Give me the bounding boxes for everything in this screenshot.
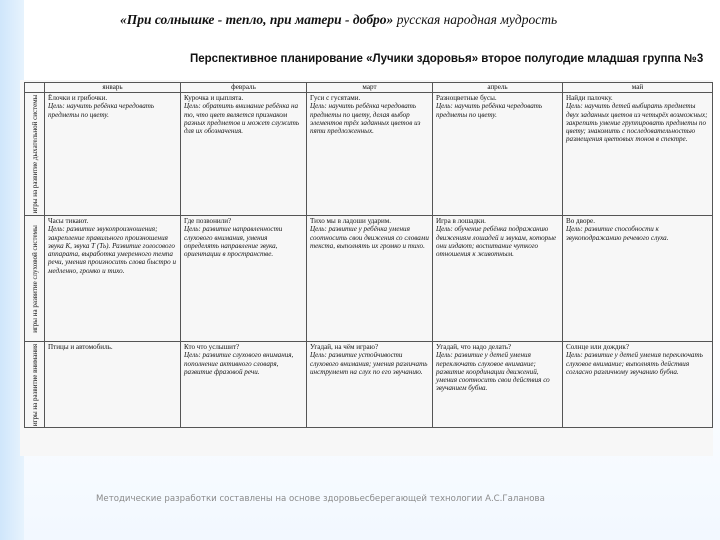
row-category-label: игры на развитие внимания [25, 342, 45, 428]
table-cell [563, 93, 713, 216]
game-goal: Цель: обратить внимание ребёнка на то, что цвет является признаком разных предметов и может служить для их обозначения. [184, 102, 300, 136]
table-cell [307, 342, 433, 428]
game-title: Гуси с гусятами. [310, 94, 361, 102]
game-title: Игра в лошадки. [436, 217, 486, 225]
game-title: Птицы и автомобиль. [48, 343, 113, 351]
epigraph-quote: «При солнышке - тепло, при матери - добро» [120, 12, 394, 27]
month-header: январь [45, 83, 181, 93]
game-title: Угадай, на чём играю? [310, 343, 379, 351]
game-title: Солнце или дождик? [566, 343, 630, 351]
table-cell [45, 342, 181, 428]
game-title: Найди палочку. [566, 94, 613, 102]
corner-cell [25, 83, 45, 93]
table-cell [181, 93, 307, 216]
game-goal: Цель: развитие способности к звукоподражанию речевого слуха. [566, 225, 669, 242]
table-cell [45, 216, 181, 342]
game-title: Во дворе. [566, 217, 595, 225]
table-cell [45, 93, 181, 216]
game-goal: Цель: развитие у ребёнка умения соотносить свои движения со словами текста, выполнять их громко и тихо. [310, 225, 429, 250]
month-header: март [307, 83, 433, 93]
month-header: апрель [433, 83, 563, 93]
table-row [25, 93, 713, 216]
game-goal: Цель: научить ребёнка чередовать предметы по цвету, делая выбор элементов трёх заданных цветов из пяти предложенных. [310, 102, 421, 136]
game-title: Тихо мы в ладоши ударим. [310, 217, 392, 225]
game-goal: Цель: развитие у детей умения переключать слуховое внимание; развитие координации движений, умения соотносить свои действия со звучанием бубна. [436, 351, 550, 393]
game-goal: Цель: развитие у детей умения переключать слуховое внимание; выполнять действия согласно различному звучанию бубна. [566, 351, 703, 376]
game-title: Кто что услышит? [184, 343, 240, 351]
table-cell [433, 216, 563, 342]
table-row [25, 342, 713, 428]
month-header: май [563, 83, 713, 93]
table-cell [307, 216, 433, 342]
planning-table [24, 82, 713, 428]
game-title: Курочка и цыплята. [184, 94, 244, 102]
footer-note: Методические разработки составлены на основе здоровьесберегающей технологии А.С.Галанова [96, 494, 545, 504]
page-title: Перспективное планирование «Лучики здоровья» второе полугодие младшая группа №3 [190, 53, 704, 65]
table-row [25, 216, 713, 342]
table-header-row [25, 83, 713, 93]
game-title: Где позвонили? [184, 217, 232, 225]
game-goal: Цель: обучение ребёнка подражанию движениям лошадей и звукам, которые они издают; воспитание чуткого отношения к животным. [436, 225, 557, 259]
epigraph [120, 12, 640, 28]
game-goal: Цель: научить ребёнка чередовать предметы по цвету. [436, 102, 543, 119]
game-goal: Цель: научить ребёнка чередовать предметы по цвету. [48, 102, 155, 119]
row-category-label: игры на развитие дыхательной системы [25, 93, 45, 216]
game-goal: Цель: научить детей выбирать предметы двух заданных цветов из четырёх возможных; закрепить умение группировать предметы по цвету; знакомить с последовательностью размещения цветовых тонов в спектре. [566, 102, 708, 144]
game-title: Угадай, что надо делать? [436, 343, 512, 351]
game-goal: Цель: развитие звукопроизношения; закрепление правильного произношения звука К, звука Т (Ть). Развитие голосового аппарата, выработка умеренного темпа речи, умения произносить слова быстро и медленно, громко и тихо. [48, 225, 176, 275]
game-goal: Цель: развитие устойчивости слухового внимания; умения различать инструмент на слух по его звучанию. [310, 351, 428, 376]
game-title: Разноцветные бусы. [436, 94, 497, 102]
row-category-label: игры на развитие слуховой системы [25, 216, 45, 342]
table-cell [563, 342, 713, 428]
table-cell [563, 216, 713, 342]
epigraph-source: русская народная мудрость [396, 12, 558, 27]
table-cell [433, 93, 563, 216]
game-goal: Цель: развитие направленности слухового внимания, умения определять направление звука, ориентации в пространстве. [184, 225, 283, 259]
game-title: Часы тикают. [48, 217, 89, 225]
month-header: февраль [181, 83, 307, 93]
table-cell [433, 342, 563, 428]
table-cell [307, 93, 433, 216]
game-title: Ёлочки и грибочки. [48, 94, 108, 102]
game-goal: Цель: развитие слухового внимания, пополнение активного словаря, развитие фразовой речи. [184, 351, 294, 376]
table-cell [181, 216, 307, 342]
table-cell [181, 342, 307, 428]
